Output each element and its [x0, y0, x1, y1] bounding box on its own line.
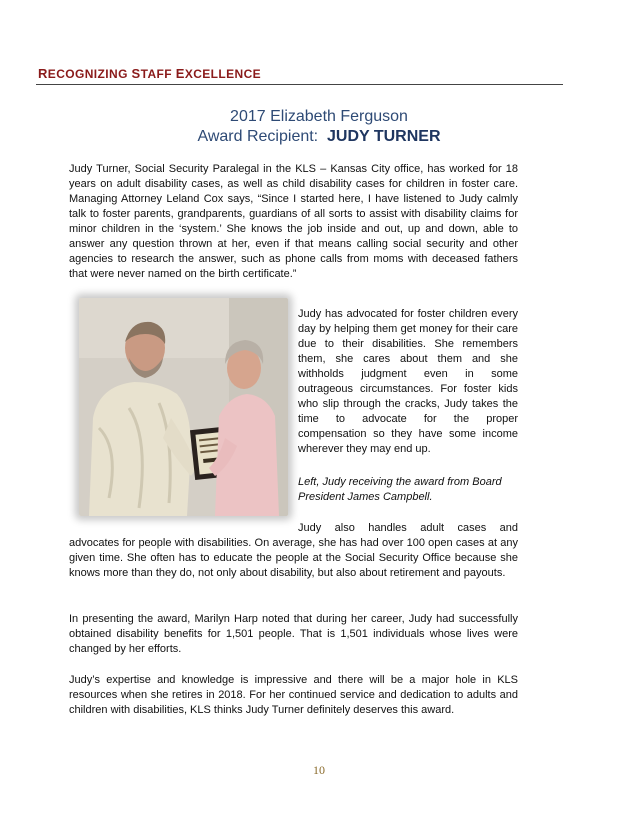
page-number: 10	[313, 763, 325, 777]
section-title-part-3: XCELLENCE	[184, 67, 262, 81]
award-recipient-label: Award Recipient:	[197, 128, 319, 145]
article-title-line-2	[0, 128, 638, 146]
section-divider	[36, 84, 563, 85]
foster-advocacy-paragraph: Judy has advocated for foster children every day by helping them get money for their care due to their disabilities. She remembers them, she cares about them and she withholds judgment even in some outrageous circumstances. For foster kids who slip through the cracks, Judy takes the time to advocate for the proper compensation so they have some income wherever they may end up.	[298, 308, 518, 455]
recipient-name: JUDY TURNER	[327, 128, 441, 145]
adult-cases-paragraph: advocates for people with disabilities. On average, she has had over 100 open cases at any given time. She often has to educate the people at the Social Security Office because she knows more than they do, not only about disability, but also about retirement and payouts.	[69, 537, 518, 579]
intro-paragraph: Judy Turner, Social Security Paralegal in the KLS – Kansas City office, has worked for 18 years on adult disability cases, as well as child disability cases for children in foster care. Managing Attorney Leland Cox says, “Since I started here, I have listened to Judy calmly talk to foster parents, grandparents, guardians of all sorts to assist with disability claims for minor children in the ‘system.’ She knows the job inside and out, up and down, able to answer any question thrown at her, even if that means calling social security and other agencies to research the answer, such as phone calls from moms with deceased fathers that were never named on the birth certificate.”	[69, 163, 518, 280]
section-title-initial-s: S	[131, 66, 141, 81]
section-title-part-1: ECOGNIZING	[47, 67, 132, 81]
section-title-initial-e: E	[175, 66, 185, 81]
section-title	[38, 66, 261, 81]
section-title-part-2: TAFF	[140, 67, 176, 81]
section-title-initial-r: R	[38, 66, 48, 81]
article-title-line-1: 2017 Elizabeth Ferguson	[230, 108, 408, 125]
presenting-paragraph: In presenting the award, Marilyn Harp noted that during her career, Judy had successfully obtained disability benefits for 1,501 people. That is 1,501 individuals whose lives were changed by her efforts.	[69, 613, 518, 655]
award-photo	[79, 298, 288, 516]
adult-cases-first-line: Judy also handles adult cases and	[298, 522, 518, 534]
photo-caption: Left, Judy receiving the award from Board President James Campbell.	[298, 476, 502, 503]
closing-paragraph: Judy’s expertise and knowledge is impressive and there will be a major hole in KLS resources when she retires in 2018. For her continued service and dedication to adults and children with disabilities, KLS thinks Judy Turner definitely deserves this award.	[69, 674, 518, 716]
